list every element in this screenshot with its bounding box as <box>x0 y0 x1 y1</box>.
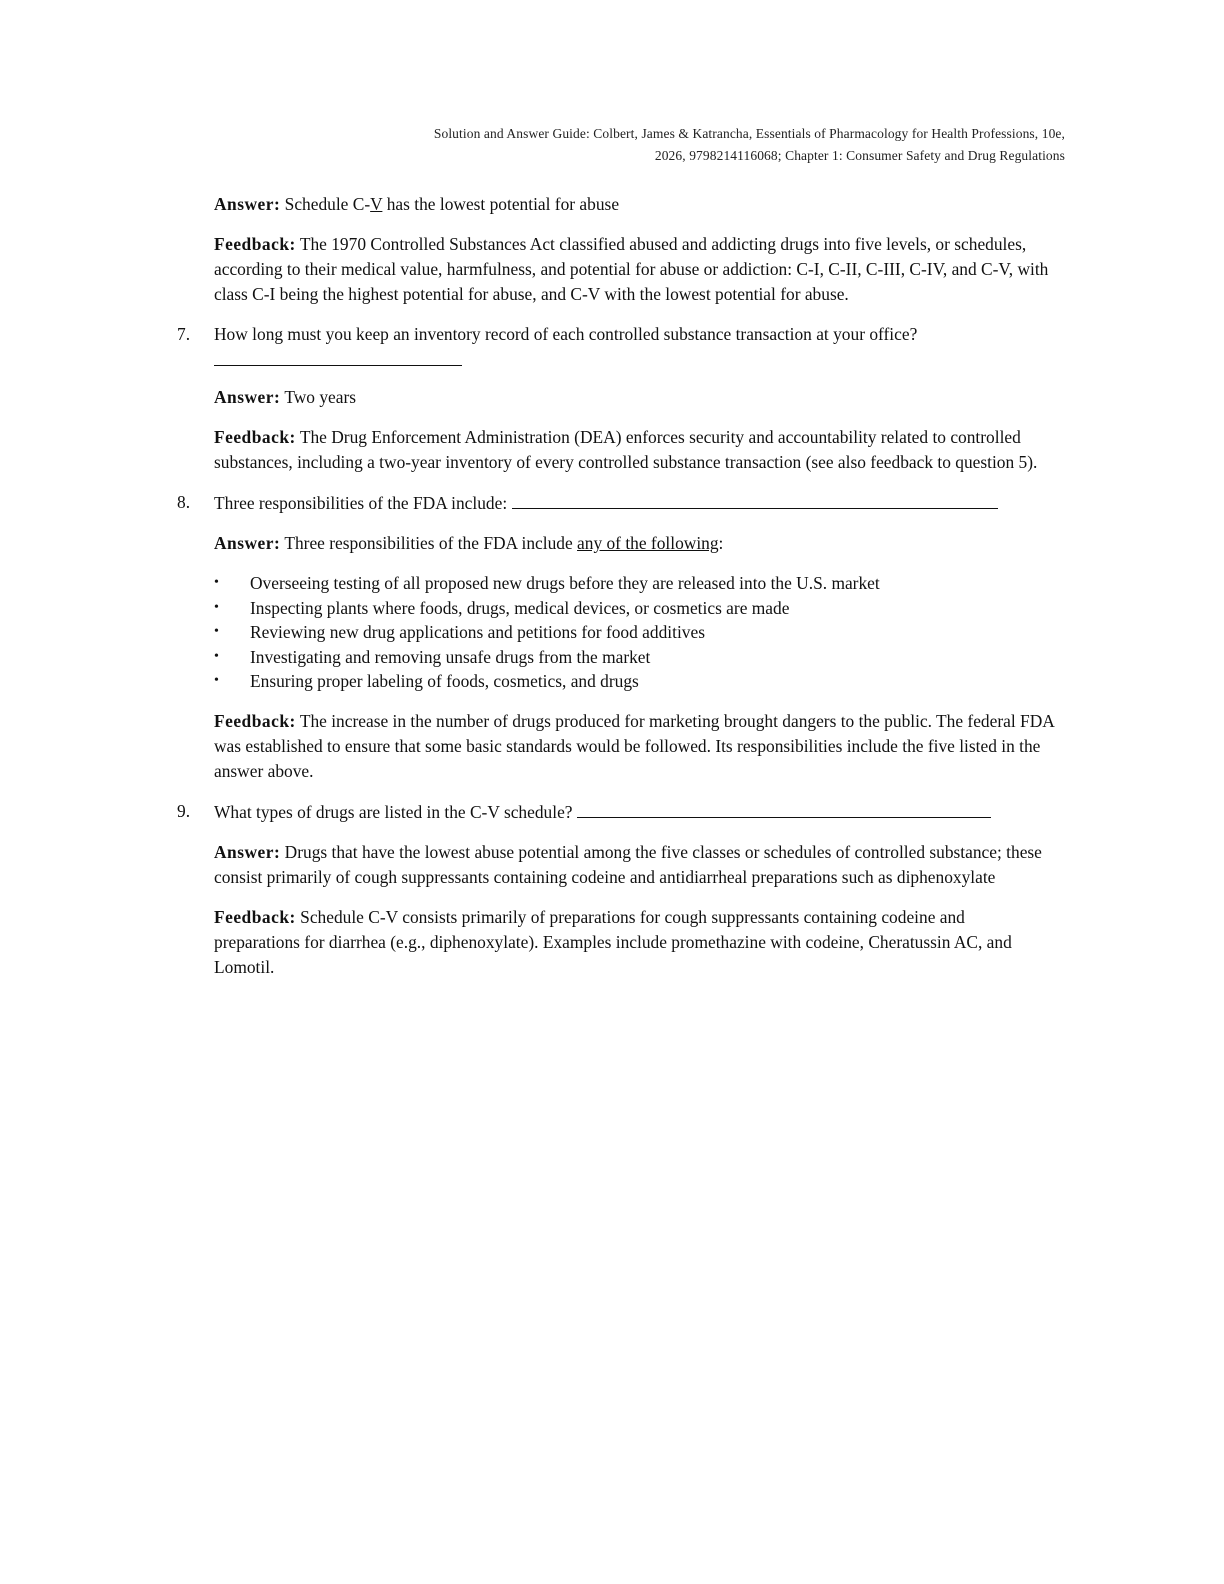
header-line-2: 2026, 9798214116068; Chapter 1: Consumer Safety and Drug Regulations <box>654 148 1065 163</box>
q8-answer-underlined: any of the following <box>577 533 719 553</box>
q8-text: Three responsibilities of the FDA include: <box>214 493 508 513</box>
answer-blank[interactable] <box>577 799 991 818</box>
feedback-label: Feedback: <box>214 427 296 447</box>
q9-answer-text: Drugs that have the lowest abuse potential among the five classes or schedules of controlled substance; these consist primarily of cough suppressants containing codeine and antidiarrheal preparations such as diphenoxylate <box>214 841 1042 887</box>
feedback-label: Feedback: <box>214 234 296 254</box>
answer-label: Answer: <box>214 841 281 862</box>
document-body <box>177 192 1070 995</box>
bullet-icon: • <box>214 648 219 664</box>
q9-text: What types of drugs are listed in the C-V schedule? <box>214 801 573 822</box>
question-9 <box>177 799 1070 825</box>
q8-feedback-text: The increase in the number of drugs produced for marketing brought dangers to the public. The federal FDA was established to ensure that some basic standards would be followed. Its responsibilities include the five listed in the answer above. <box>214 710 1054 781</box>
q8-answer-post: : <box>718 533 724 553</box>
q9-answer <box>214 840 1064 890</box>
answer-label: Answer: <box>214 387 281 407</box>
list-item <box>214 645 890 670</box>
q8-answer <box>214 531 1070 556</box>
list-item-text: Inspecting plants where foods, drugs, medical devices, or cosmetics are made <box>250 597 790 618</box>
q9-feedback-text: Schedule C-V consists primarily of preparations for cough suppressants containing codeine and preparations for diarrhea (e.g., diphenoxylate). Examples include promethazine with codeine, Cheratussin AC, and Lomotil. <box>214 906 1012 977</box>
question-8 <box>177 490 1070 516</box>
question-number: 9. <box>177 800 191 821</box>
q6-answer-underlined: V <box>370 194 383 214</box>
q6-answer-post: has the lowest potential for abuse <box>382 194 620 214</box>
question-number: 7. <box>177 324 191 344</box>
answer-blank[interactable] <box>512 490 998 509</box>
q7-answer <box>214 385 1070 410</box>
header-line-1: Solution and Answer Guide: Colbert, James & Katrancha, Essentials of Pharmacology for Health Professions, 10e, <box>433 126 1065 141</box>
fda-responsibilities-list <box>214 571 1070 694</box>
answer-label: Answer: <box>214 194 281 214</box>
list-item <box>214 596 890 621</box>
q7-feedback-text: The Drug Enforcement Administration (DEA) enforces security and accountability related to controlled substances, including a two-year inventory of every controlled substance transaction (see also feedback to question 5). <box>214 427 1038 472</box>
bullet-icon: • <box>214 575 219 590</box>
q7-feedback <box>214 425 1064 475</box>
q8-feedback <box>214 709 1074 784</box>
q8-answer-pre: Three responsibilities of the FDA include <box>284 533 578 553</box>
list-item-text: Investigating and removing unsafe drugs from the market <box>250 646 651 667</box>
q7-answer-text: Two years <box>284 387 357 407</box>
q7-text: How long must you keep an inventory record of each controlled substance transaction at your office? <box>214 324 918 344</box>
bullet-icon: • <box>214 673 219 688</box>
answer-blank[interactable] <box>214 347 462 366</box>
q6-feedback <box>214 232 1054 307</box>
page-header <box>265 123 1065 167</box>
list-item <box>214 669 890 694</box>
answer-label: Answer: <box>214 533 281 553</box>
list-item-text: Overseeing testing of all proposed new drugs before they are released into the U.S. market <box>250 573 880 593</box>
list-item <box>214 571 890 596</box>
list-item-text: Reviewing new drug applications and petitions for food additives <box>250 622 705 642</box>
feedback-label: Feedback: <box>214 710 296 731</box>
list-item <box>214 620 890 645</box>
q6-answer <box>214 192 1070 217</box>
list-item-text: Ensuring proper labeling of foods, cosmetics, and drugs <box>250 671 639 691</box>
question-number: 8. <box>177 492 191 512</box>
bullet-icon: • <box>214 624 219 639</box>
bullet-icon: • <box>214 599 219 615</box>
question-7 <box>177 322 1070 373</box>
feedback-label: Feedback: <box>214 906 296 927</box>
q9-feedback <box>214 905 1054 980</box>
q6-answer-pre: Schedule C- <box>284 194 371 214</box>
q6-feedback-text: The 1970 Controlled Substances Act classified abused and addicting drugs into five levels, or schedules, according to their medical value, harmfulness, and potential for abuse or addiction: C-I, C-II, C-III, C-IV, and C-V, with class C-I being the highest potential for abuse, and C-V with the lowest potential for abuse. <box>214 234 1049 304</box>
